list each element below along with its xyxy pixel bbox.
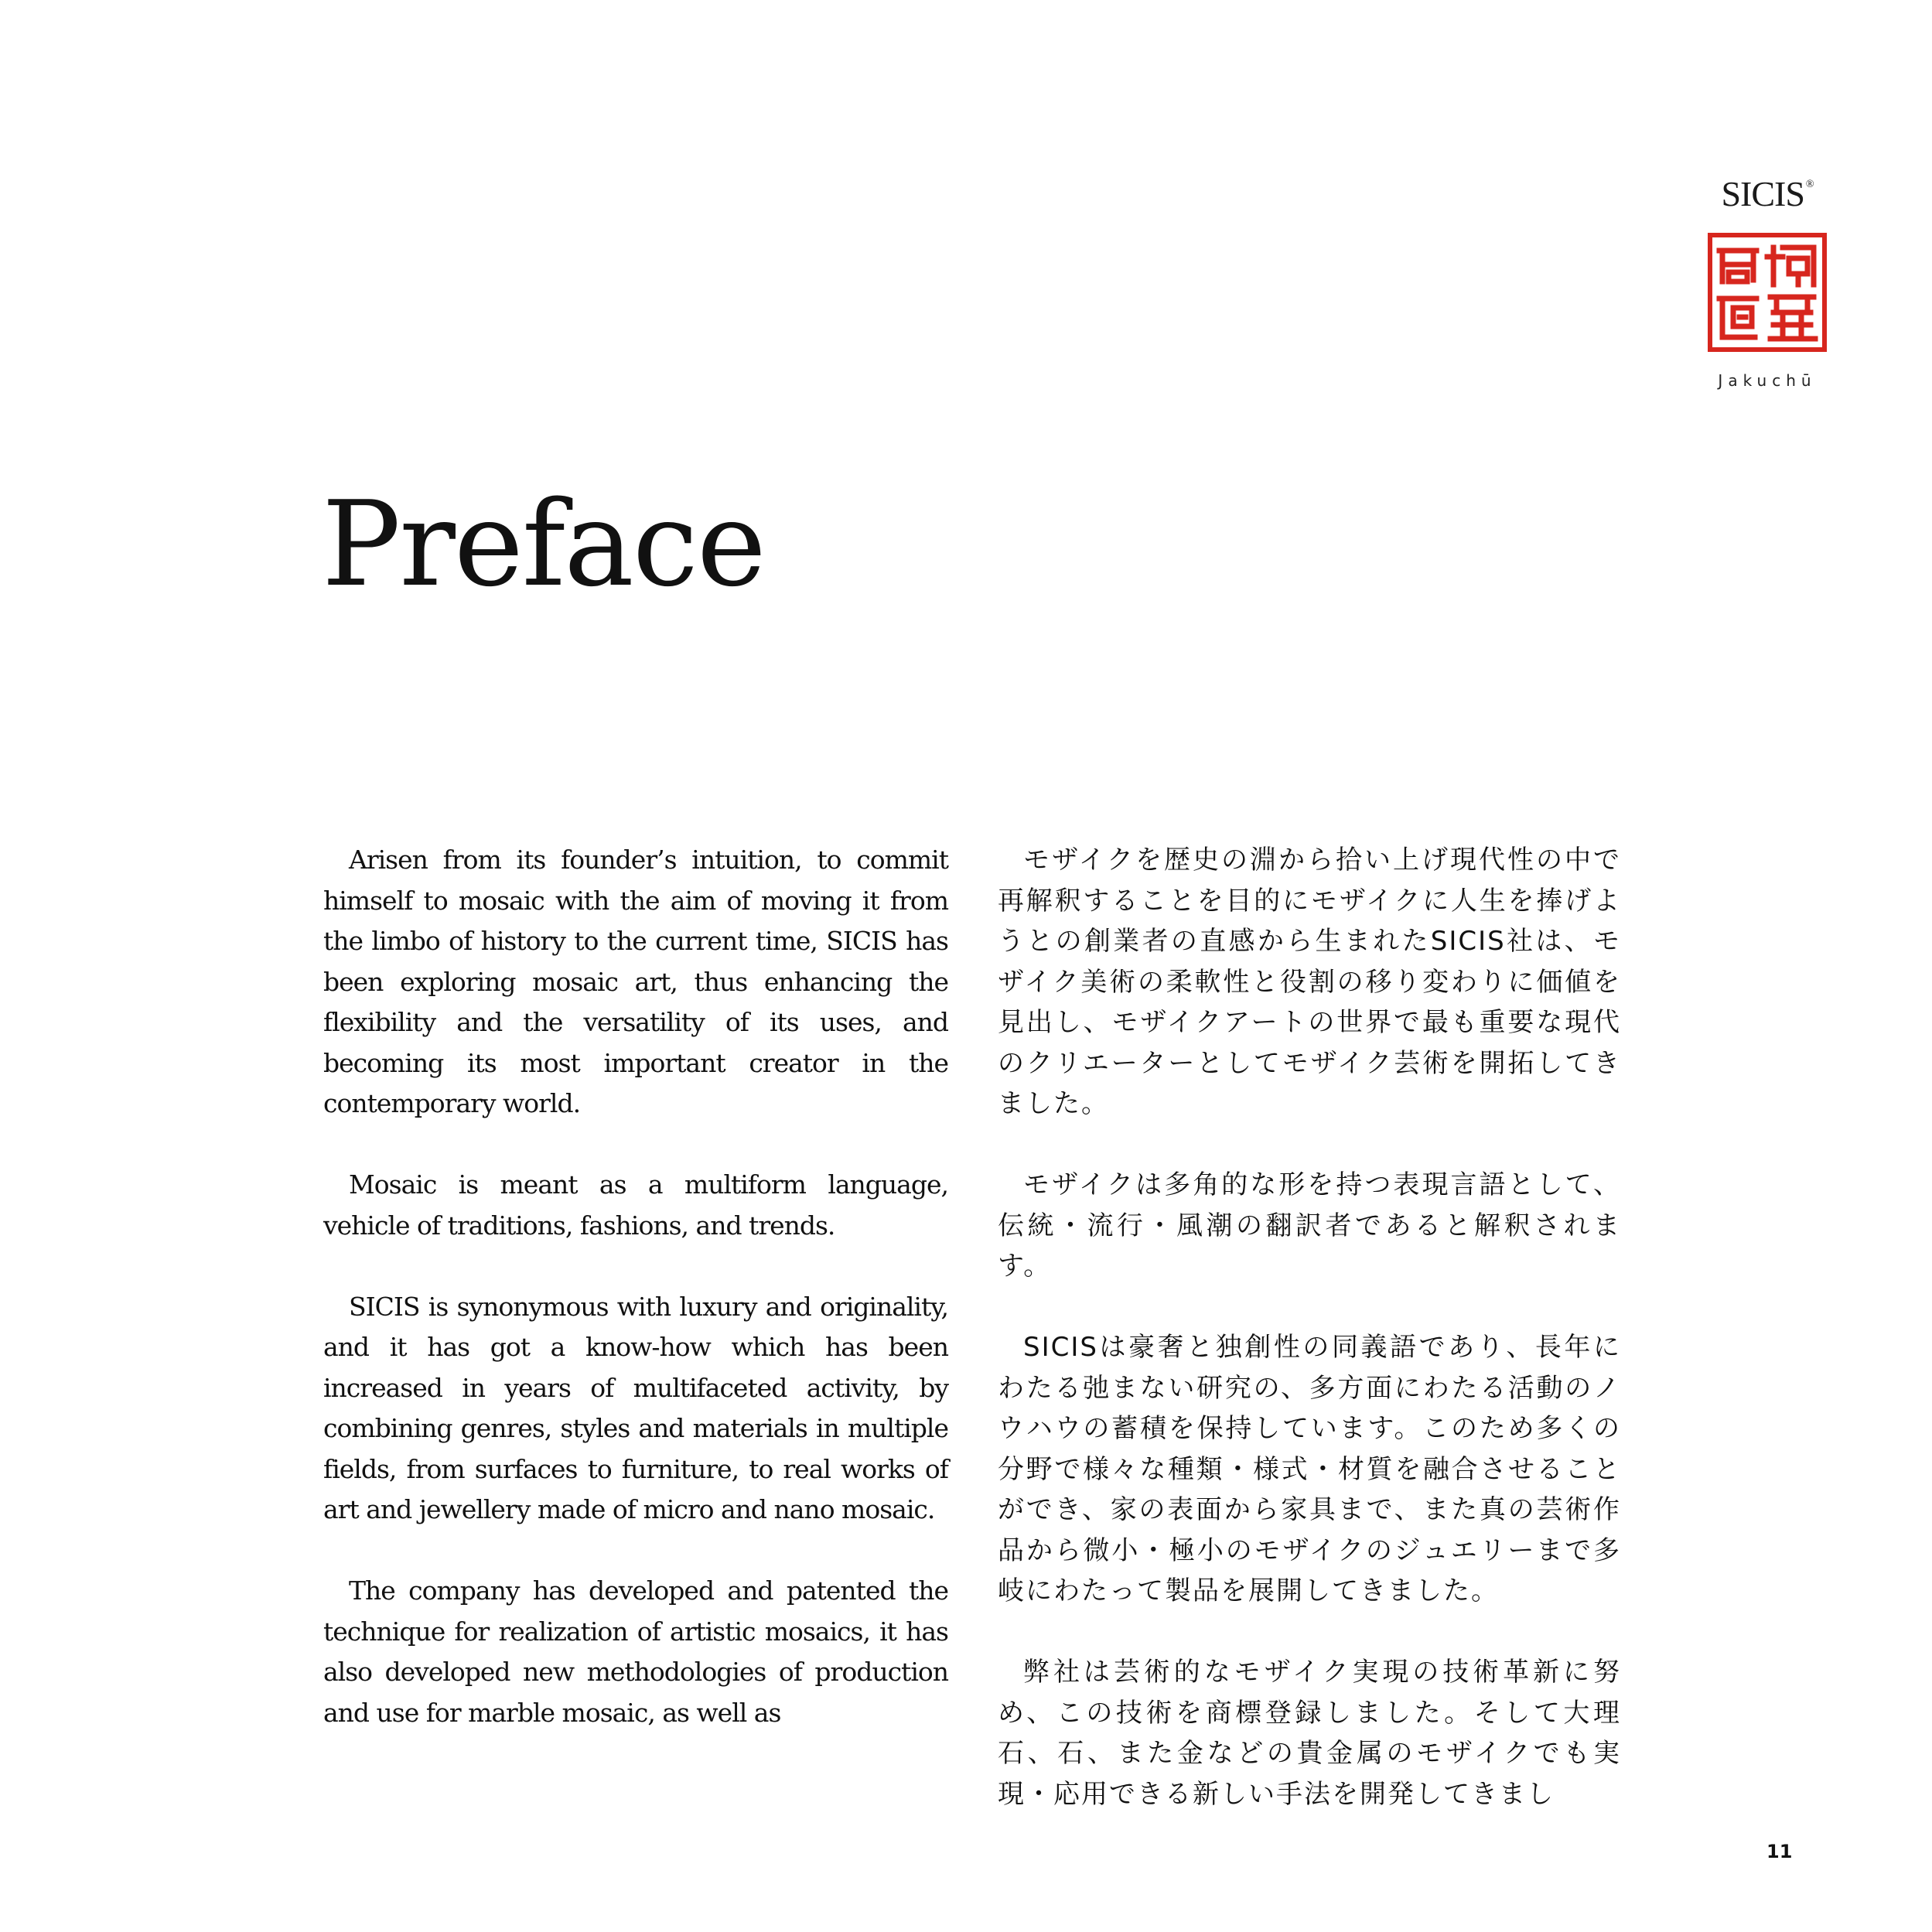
english-paragraph: The company has developed and patented the technique for realization of artistic mosaics, it has also developed new methodologies of production and use for marble mosaic, as well as xyxy=(323,1575,948,1728)
japanese-paragraph: SICISは豪奢と独創性の同義語であり、長年にわたる弛まない研究の、多方面にわたる活動のノウハウの蓄積を保持しています。このため多くの分野で様々な種類・様式・材質を融合させることができ、家の表面から家具まで、また真の芸術作品から微小・極小のモザイクのジュエリーまで多岐にわたって製品を展開してきました。 xyxy=(998,1332,1621,1606)
english-paragraph: Arisen from its founder’s intuition, to commit himself to mosaic with the aim of moving it from the limbo of history to the current time, SICIS has been exploring mosaic art, thus enhancing the flexibility and the versatility of its uses, and becoming its most important creator in the contemporary world. xyxy=(323,845,948,1118)
page-title: Preface xyxy=(322,476,765,613)
brand-logo xyxy=(1671,176,1864,212)
english-paragraph: Mosaic is meant as a multiform language, vehicle of traditions, fashions, and trends. xyxy=(323,1169,948,1241)
registered-mark: ® xyxy=(1805,179,1814,190)
brand-block xyxy=(1671,176,1864,390)
japanese-paragraph: 弊社は芸術的なモザイク実現の技術革新に努め、この技術を商標登録しました。そして大理石、石、また金などの貴金属のモザイクでも実現・応用できる新しい手法を開発してきまし xyxy=(998,1657,1621,1810)
japanese-paragraph: モザイクを歴史の淵から拾い上げ現代性の中で再解釈することを目的にモザイクに人生を捧げようとの創業者の直感から生まれたSICIS社は、モザイク美術の柔軟性と役割の移り変わりに価値を見出し、モザイクアートの世界で最も重要な現代のクリエーターとしてモザイク芸術を開拓してきました。 xyxy=(998,845,1621,1119)
brand-subtitle: Jakuchū xyxy=(1718,371,1817,390)
brand-name: SICIS xyxy=(1721,174,1804,213)
seal-icon xyxy=(1705,230,1829,354)
page-number: 11 xyxy=(1766,1841,1793,1862)
japanese-paragraph: モザイクは多角的な形を持つ表現言語として、伝統・流行・風潮の翻訳者であると解釈されます。 xyxy=(998,1169,1621,1282)
english-column xyxy=(323,840,948,1774)
japanese-column xyxy=(998,840,1621,1855)
english-paragraph: SICIS is synonymous with luxury and originality, and it has got a know-how which has been increased in years of multifaceted activity, by combining genres, styles and materials in multiple fields, from surfaces to furniture, to real works of art and jewellery made of micro and nano mosaic. xyxy=(323,1291,948,1524)
